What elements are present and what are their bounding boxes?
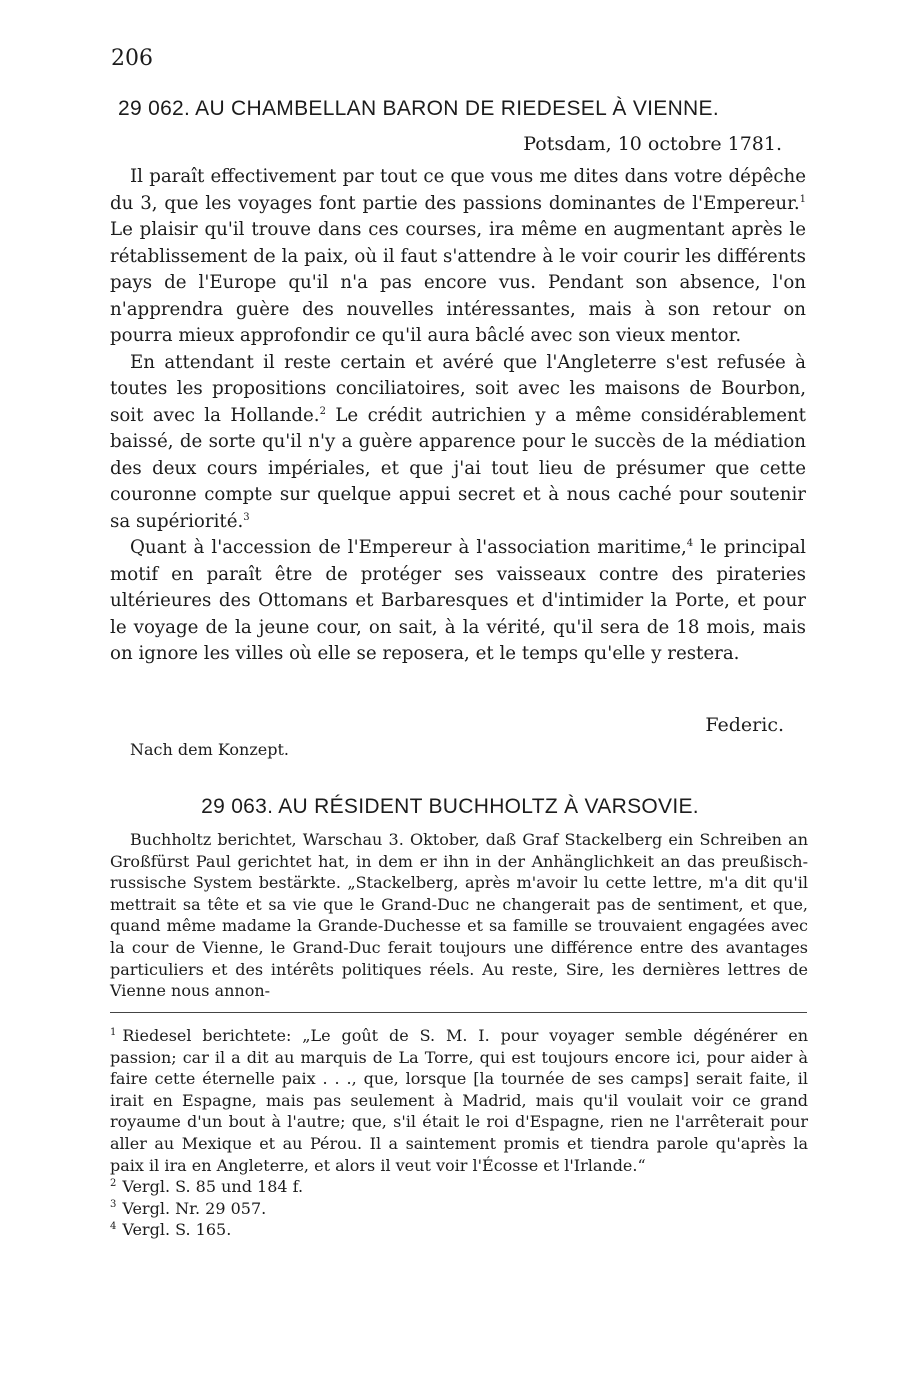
page-number: 206 [111, 46, 153, 71]
footnote-marker: 3 [110, 1199, 117, 1211]
paragraph: En attendant il reste certain et avéré que l'Angleterre s'est refusée à toutes les propositions conciliatoires, soit avec les maisons de Bourbon, soit avec la Hollande.$^2$ Le crédit autrichien y a même considérablement baissé, de sorte qu'il n'y a guère apparence pour le succès de la médiation des deux cours impériales, et que j'ai tout lieu de présumer que cette couronne compte sur quelque appui secret et à nous caché pour soutenir sa supériorité.$^3$ [110, 351, 806, 532]
footnote: $^4$ Vergl. S. 165. [110, 1220, 232, 1240]
signature: Federic. [705, 714, 784, 736]
footnote-marker: 4 [110, 1221, 117, 1233]
footnote-marker: 1 [110, 1026, 117, 1038]
footnote-marker: 2 [110, 1177, 117, 1189]
footnote: $^2$ Vergl. S. 85 und 184 f. [110, 1177, 304, 1197]
paragraph: Quant à l'accession de l'Empereur à l'association maritime,$^4$ le principal motif en paraît être de protéger ses vaisseaux contre des pirateries ultérieures des Ottomans et Barbaresques et d'intimider la Porte, et pour le voyage de la jeune cour, on sait, à la vérité, qu'il sera de 18 mois, mais on ignore les villes où elle se reposera, et le temps qu'elle y restera. [110, 537, 806, 664]
footnote: $^1$ Riedesel berichtete: „Le goût de S. M. I. pour voyager semble dégénérer en passion; car il a dit au marquis de La Torre, qui est toujours encore ici, pour aider à faire cette éternelle paix . . ., que, lorsque [la tournée de ses camps] serait faite, il irait en Espagne, mais pas seulement à Madrid, mais qu'il voulait voir ce grand royaume d'un bout à l'autre; que, s'il était le roi d'Espagne, rien ne l'arrêterait pour aller au Mexique et au Pérou. Il a saintement promis et tiendra parole qu'après la paix il ira en Angleterre, et alors il veut voir l'Écosse et l'Irlande.“ [110, 1026, 808, 1175]
letter-summary: Buchholtz berichtet, Warschau 3. Oktober, daß Graf Stackelberg ein Schreiben an Großfürst Paul gerichtet hat, in dem er ihn in der Anhänglichkeit an das preußisch-russische System bestärkte. „Stackelberg, après m'avoir lu cette lettre, m'a dit qu'il mettrait sa tête et sa vie que le Grand-Duc ne changerait pas de sentiment, et que, quand même madame la Grande-Duchesse et sa famille se trouvaient engagées avec la cour de Vienne, le Grand-Duc ferait toujours une différence entre des avantages particuliers et des intérêts politiques réels. Au reste, Sire, les dernières lettres de Vienne nous annon- [110, 830, 808, 1001]
letter-dateline: Potsdam, 10 octobre 1781. [523, 133, 782, 155]
paragraph: Il paraît effectivement par tout ce que vous me dites dans votre dépêche du 3, que les voyages font partie des passions dominantes de l'Empereur.$^1$ Le plaisir qu'il trouve dans ces courses, ira même en augmentant après le rétablissement de la paix, où il faut s'attendre à le voir courir les différents pays de l'Europe qu'il n'a pas encore vus. Pendant son absence, l'on n'apprendra guère des nouvelles intéressantes, mais à son retour on pourra mieux approfondir ce qu'il aura bâclé avec son vieux mentor. [110, 166, 806, 346]
letter-title: 29 063. AU RÉSIDENT BUCHHOLTZ À VARSOVIE. [201, 795, 699, 818]
source-note: Nach dem Konzept. [130, 740, 289, 759]
letter-title: 29 062. AU CHAMBELLAN BARON DE RIEDESEL À VIENNE. [118, 97, 719, 120]
footnote-divider [110, 1012, 807, 1013]
footnotes [110, 1025, 808, 1241]
footnote-ref: 3 [243, 511, 250, 523]
footnote: $^3$ Vergl. Nr. 29 057. [110, 1198, 267, 1218]
footnote-ref: 1 [799, 193, 806, 205]
footnote-ref: 2 [319, 405, 326, 417]
letter-body [110, 164, 806, 668]
footnote-ref: 4 [686, 537, 694, 549]
